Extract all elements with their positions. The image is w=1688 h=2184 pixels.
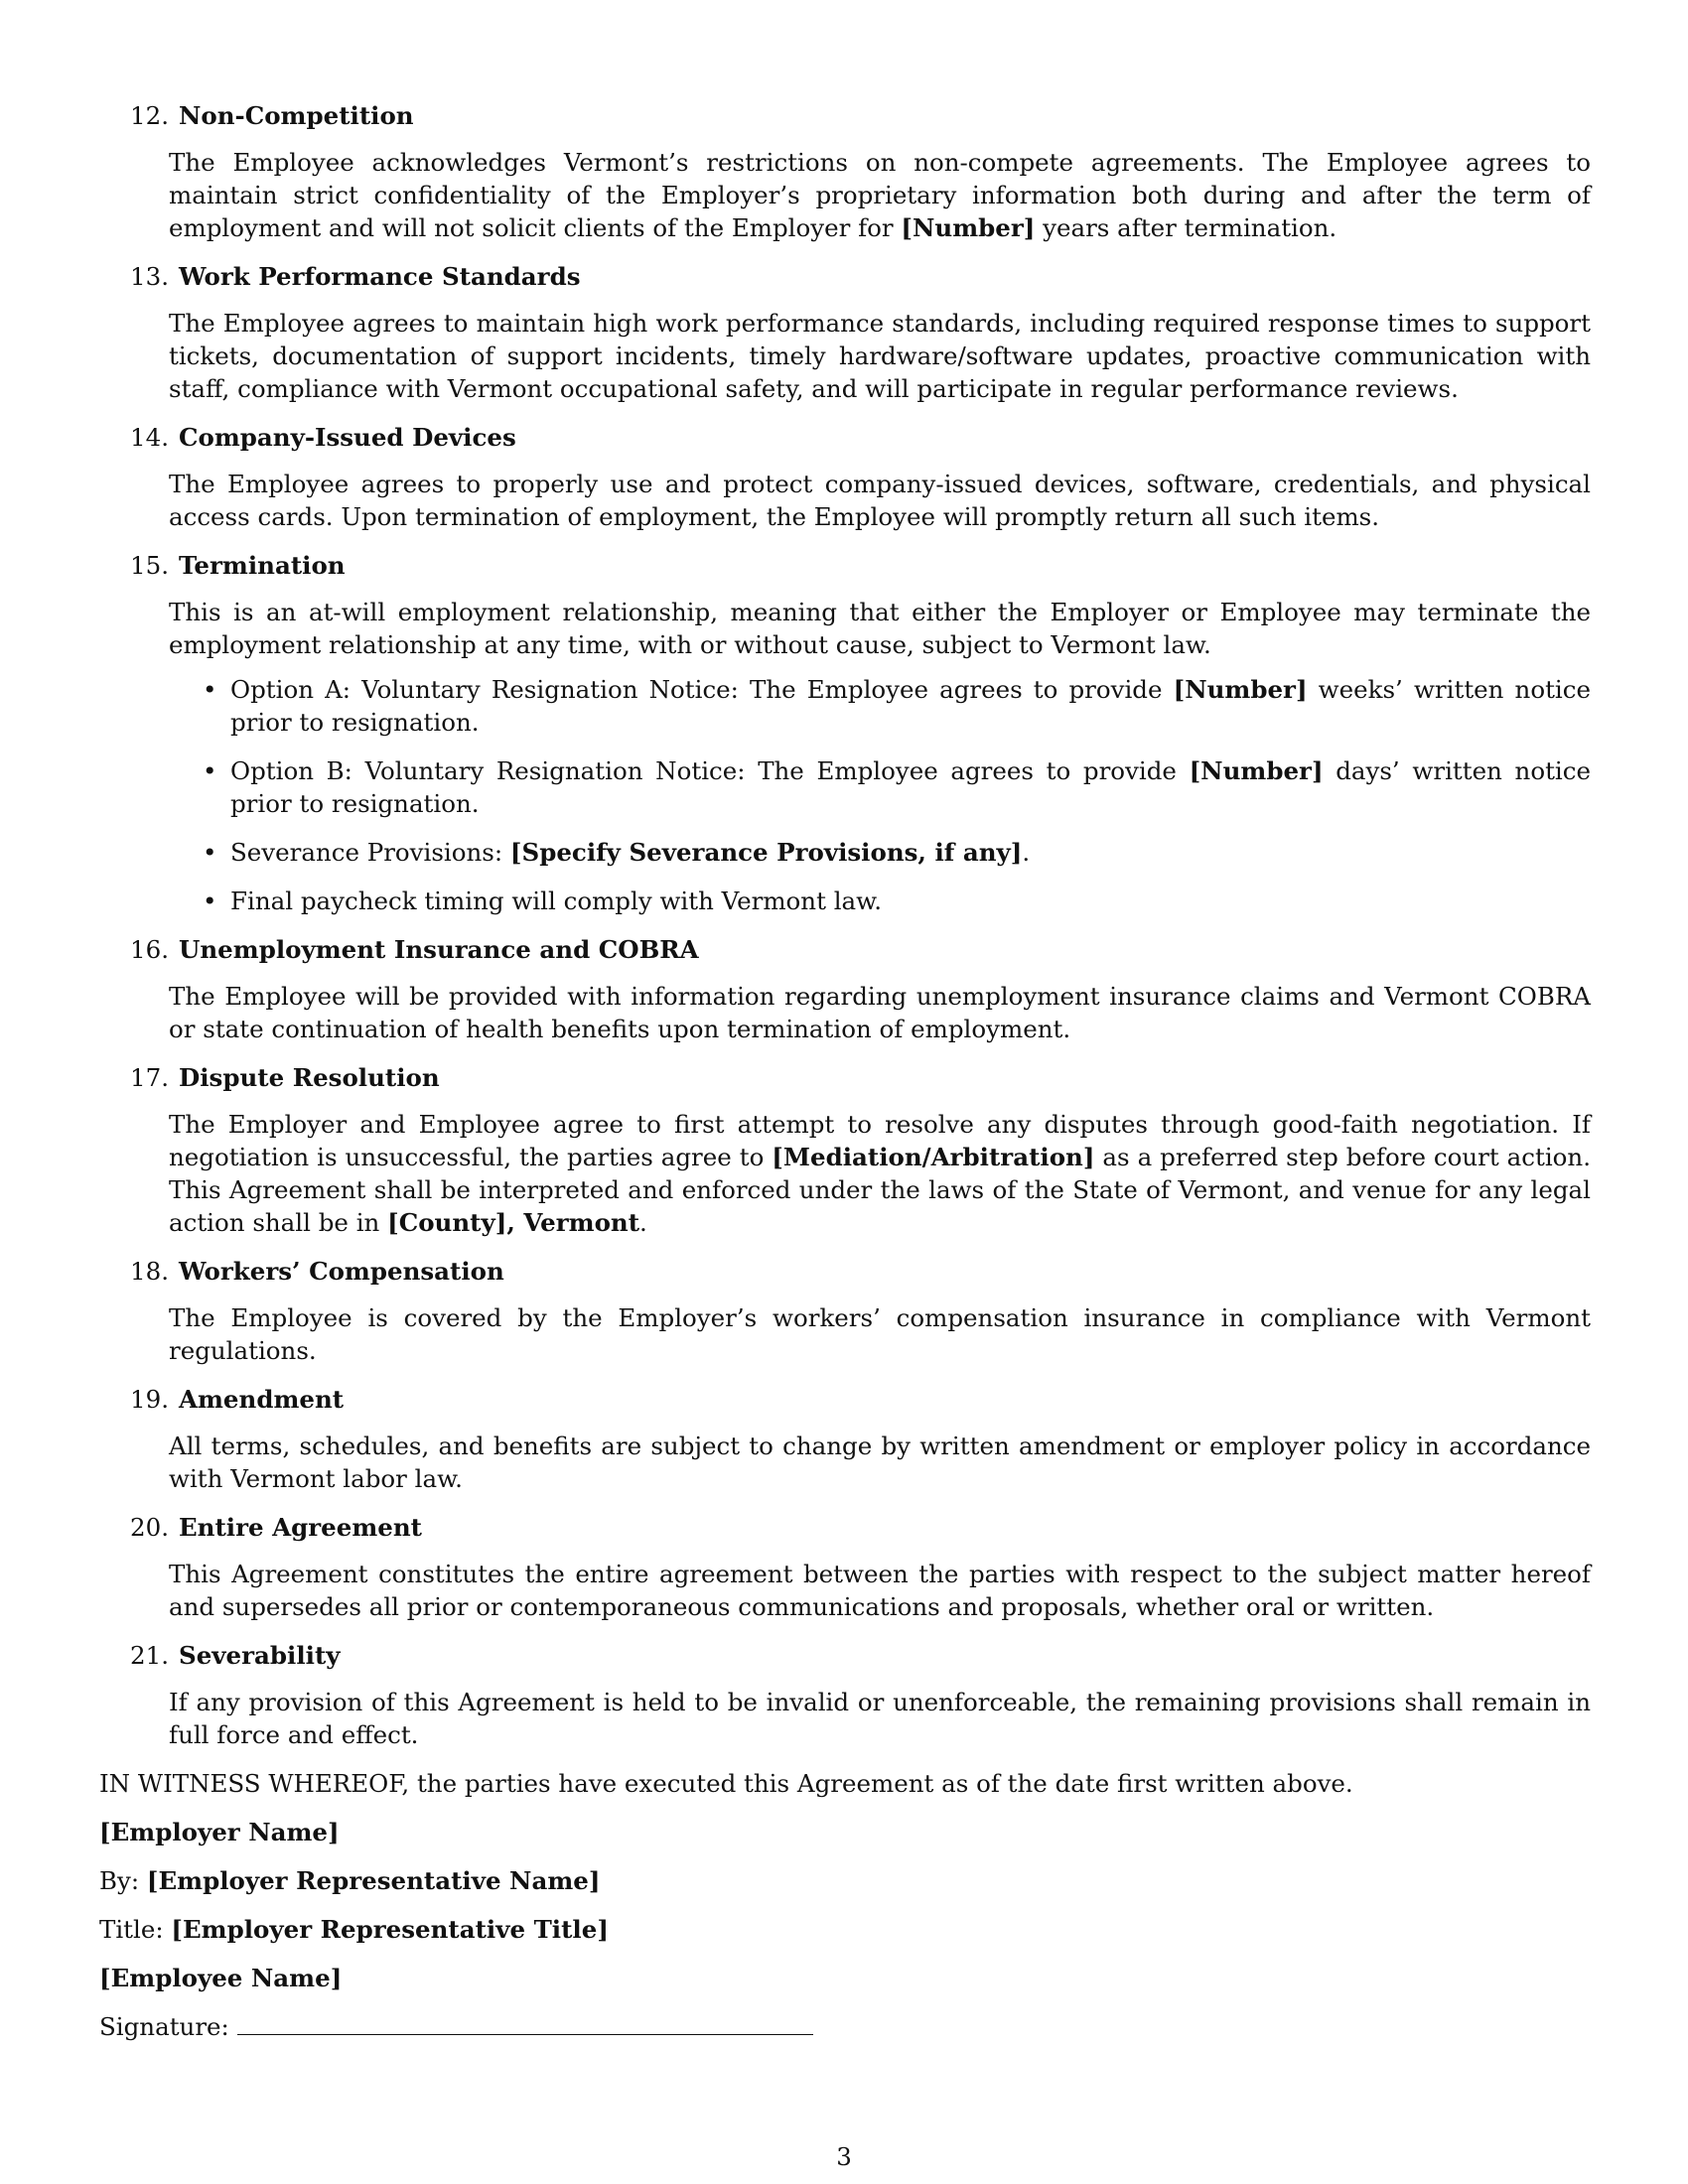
section-body: This Agreement constitutes the entire agreement between the parties with respect to the subject matter hereof and supersedes all prior or contemporaneous communications and proposals, whether oral or written. (169, 1560, 1591, 1621)
section-body: The Employee agrees to maintain high work performance standards, including required response times to support tickets, documentation of support incidents, timely hardware/software updates, proactive communication with staff, compliance with Vermont occupational safety, and will participate in regular performance reviews. (169, 309, 1591, 403)
page-number: 3 (836, 2142, 852, 2171)
section-unemployment-cobra (99, 933, 1591, 1045)
employer-title-line: Title: [Employer Representative Title] (99, 1915, 609, 1944)
witness-statement: IN WITNESS WHEREOF, the parties have executed this Agreement as of the date first written above. (99, 1769, 1353, 1798)
section-title: Termination (179, 551, 346, 580)
section-title: Unemployment Insurance and COBRA (179, 935, 699, 964)
section-number: 18. (130, 1257, 169, 1286)
employer-representative-line: By: [Employer Representative Name] (99, 1866, 601, 1895)
section-body: The Employee will be provided with information regarding unemployment insurance claims and Vermont COBRA or state continuation of health benefits upon termination of employment. (169, 982, 1591, 1043)
section-number: 17. (130, 1063, 169, 1092)
section-body: The Employee acknowledges Vermont’s restrictions on non-compete agreements. The Employee agrees to maintain strict confidentiality of the Employer’s proprietary information both during and after the term of employment and will not solicit clients of the Employer for [Number] years after termination. (169, 148, 1591, 242)
section-work-performance (99, 260, 1591, 405)
section-title: Severability (179, 1641, 341, 1670)
section-title: Workers’ Compensation (179, 1257, 504, 1286)
section-number: 14. (130, 423, 169, 452)
placeholder-county: [County], Vermont (387, 1208, 640, 1237)
signature-line: Signature: (99, 2010, 1591, 2043)
section-dispute-resolution (99, 1061, 1591, 1239)
section-body: If any provision of this Agreement is held to be invalid or unenforceable, the remaining provisions shall remain in full force and effect. (169, 1688, 1591, 1749)
section-entire-agreement (99, 1511, 1591, 1623)
section-number: 13. (130, 262, 169, 291)
section-number: 15. (130, 551, 169, 580)
section-number: 12. (130, 101, 169, 130)
placeholder-number: [Number] (901, 213, 1036, 242)
bullet-icon: • (203, 756, 217, 785)
section-title: Amendment (179, 1385, 345, 1414)
bullet-icon: • (203, 838, 217, 867)
section-title: Non-Competition (179, 101, 414, 130)
employer-name: [Employer Name] (99, 1818, 340, 1846)
section-title: Company-Issued Devices (179, 423, 516, 452)
placeholder-mediation: [Mediation/Arbitration] (772, 1143, 1095, 1171)
section-number: 21. (130, 1641, 169, 1670)
section-body: This is an at-will employment relationship, meaning that either the Employer or Employee may terminate the employment relationship at any time, with or without cause, subject to Vermont law. (169, 598, 1591, 659)
list-item: • Severance Provisions: [Specify Severance Provisions, if any]. (203, 838, 1031, 867)
section-title: Work Performance Standards (179, 262, 581, 291)
bullet-icon: • (203, 887, 217, 915)
section-severability (99, 1639, 1591, 1751)
list-item: • Option B: Voluntary Resignation Notice: The Employee agrees to provide [Number] days’ written notice prior to resignation. (203, 756, 1591, 818)
section-amendment (99, 1383, 1591, 1495)
bullet-icon: • (203, 675, 217, 704)
section-body: All terms, schedules, and benefits are subject to change by written amendment or employer policy in accordance with Vermont labor law. (169, 1432, 1591, 1493)
document-page (99, 99, 1591, 2043)
list-item: • Option A: Voluntary Resignation Notice: The Employee agrees to provide [Number] weeks’ written notice prior to resignation. (203, 675, 1591, 737)
section-title: Dispute Resolution (179, 1063, 440, 1092)
section-number: 19. (130, 1385, 169, 1414)
section-non-competition (99, 99, 1591, 244)
section-company-devices (99, 421, 1591, 533)
signature-field[interactable] (237, 2010, 813, 2035)
list-item: • Final paycheck timing will comply with Vermont law. (203, 887, 883, 915)
section-body: The Employer and Employee agree to first attempt to resolve any disputes through good-faith negotiation. If negotiation is unsuccessful, the parties agree to [Mediation/Arbitration] as a preferred step before court action. This Agreement shall be interpreted and enforced under the laws of the State of Vermont, and venue for any legal action shall be in [County], Vermont. (169, 1110, 1591, 1237)
section-number: 20. (130, 1513, 169, 1542)
employee-name: [Employee Name] (99, 1964, 343, 1992)
section-body: The Employee agrees to properly use and protect company-issued devices, software, credentials, and physical access cards. Upon termination of employment, the Employee will promptly return all such items. (169, 470, 1591, 531)
section-title: Entire Agreement (179, 1513, 422, 1542)
section-termination (99, 549, 1591, 917)
section-workers-compensation (99, 1255, 1591, 1367)
section-body: The Employee is covered by the Employer’s workers’ compensation insurance in compliance with Vermont regulations. (169, 1303, 1591, 1365)
termination-bullets (169, 673, 1591, 917)
section-number: 16. (130, 935, 169, 964)
